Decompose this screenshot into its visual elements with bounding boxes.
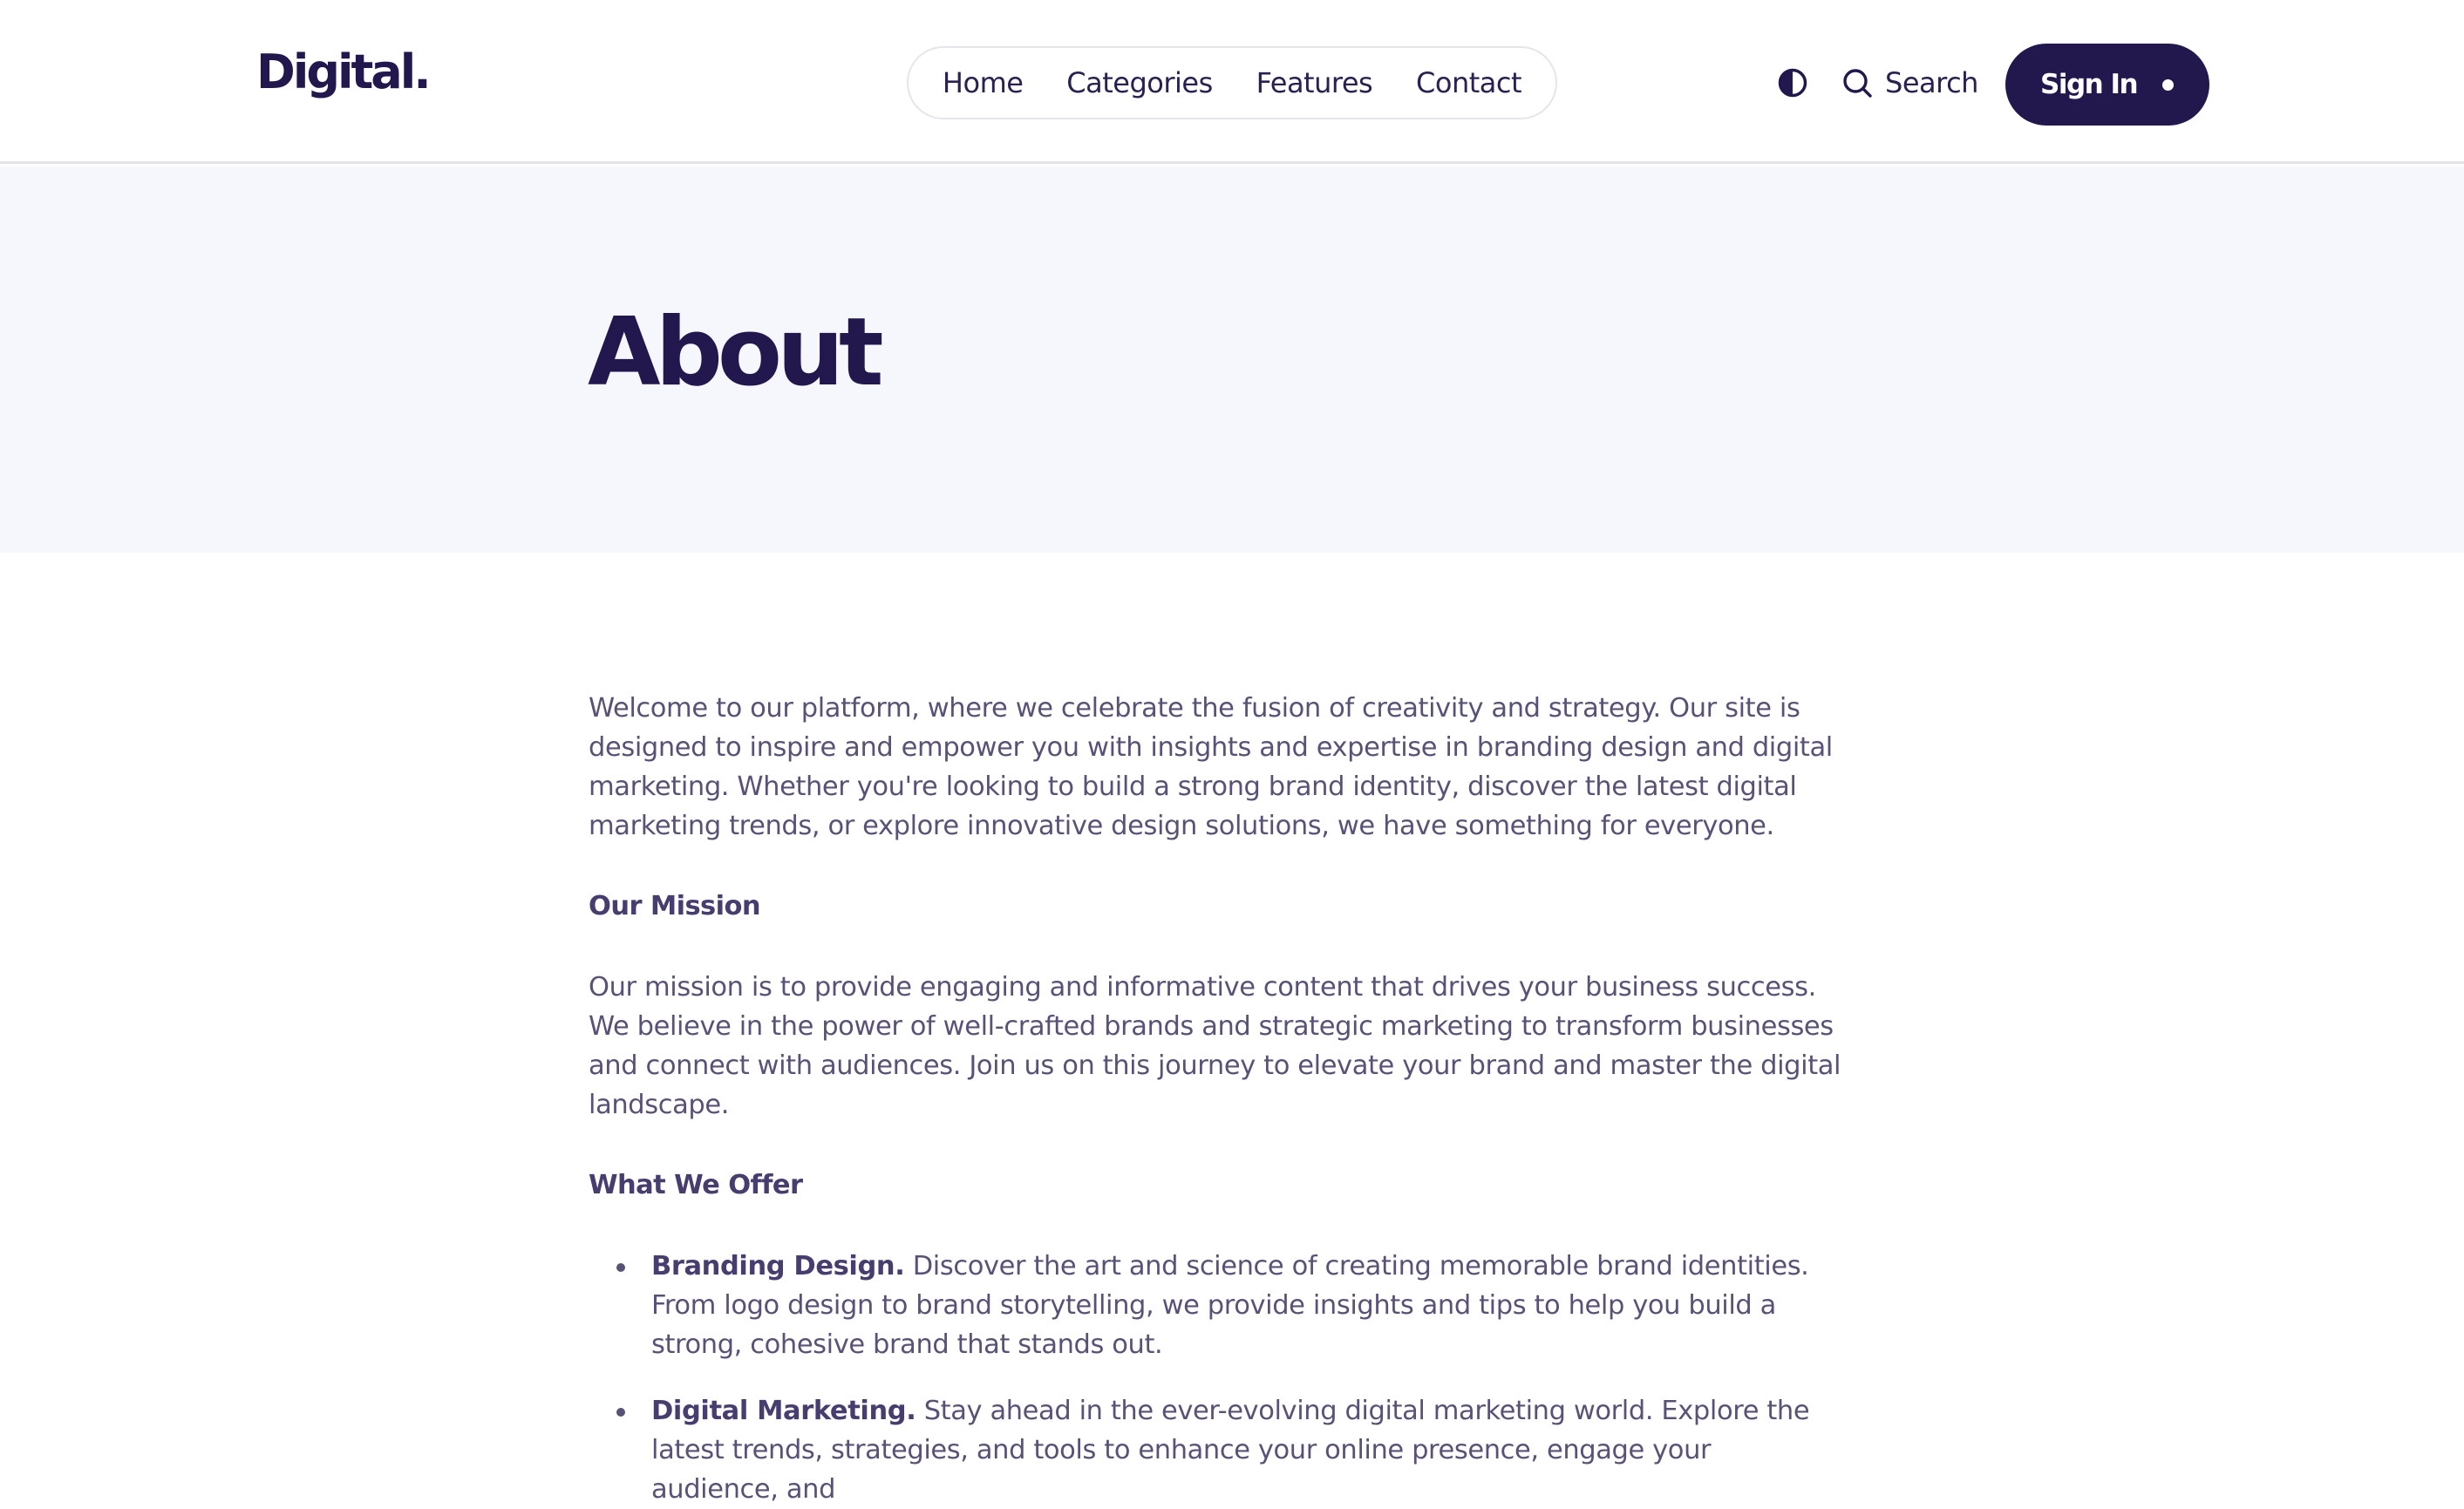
nav-features[interactable]: Features (1256, 66, 1373, 99)
site-header (0, 0, 2464, 164)
bullet-icon (616, 1408, 625, 1417)
intro-paragraph: Welcome to our platform, where we celebrate the fusion of creativity and strategy. Our site is designed to inspire and empower you with insights and expertise in branding design and digital marketing. Whether you're looking to build a strong brand identity, discover the latest digital marketing trends, or explore innovative design solutions, we have something for everyone. (589, 693, 1833, 841)
offer-text: Discover the art and science of creating memorable brand identities. From logo design to brand storytelling, we provide insights and tips to help you build a strong, cohesive brand that stands out. (651, 1251, 1809, 1360)
half-circle-contrast-icon (1778, 68, 1807, 98)
offer-list (589, 1247, 1844, 1509)
nav-home[interactable]: Home (942, 66, 1024, 99)
nav-categories[interactable]: Categories (1066, 66, 1213, 99)
sign-in-label: Sign In (2040, 69, 2138, 100)
offer-title: Digital Marketing. (651, 1396, 916, 1426)
about-content (589, 689, 1844, 1509)
offer-title: Branding Design. (651, 1251, 905, 1281)
theme-toggle-button[interactable] (1778, 68, 1807, 98)
logo[interactable]: Digital. (256, 44, 429, 99)
bullet-icon (616, 1263, 625, 1272)
mission-paragraph: Our mission is to provide engaging and informative content that drives your business success. We believe in the power of well-crafted brands and strategic marketing to transform businesses and connect with audiences. Join us on this journey to elevate your brand and master the digital landscape. (589, 972, 1841, 1120)
main-nav (907, 46, 1557, 119)
nav-contact[interactable]: Contact (1416, 66, 1522, 99)
page-title: About (588, 298, 879, 407)
sign-in-button[interactable] (2005, 44, 2209, 126)
offer-text: Stay ahead in the ever-evolving digital marketing world. Explore the latest trends, strategies, and tools to enhance your online presence, engage your audience, and (651, 1396, 1810, 1505)
mission-heading: Our Mission (589, 891, 760, 921)
dot-icon (2162, 79, 2174, 91)
search-icon (1841, 67, 1873, 99)
search-button[interactable] (1841, 63, 1978, 103)
offer-heading: What We Offer (589, 1170, 803, 1200)
search-label: Search (1885, 66, 1978, 99)
page-hero (0, 167, 2464, 553)
list-item (589, 1247, 1844, 1364)
